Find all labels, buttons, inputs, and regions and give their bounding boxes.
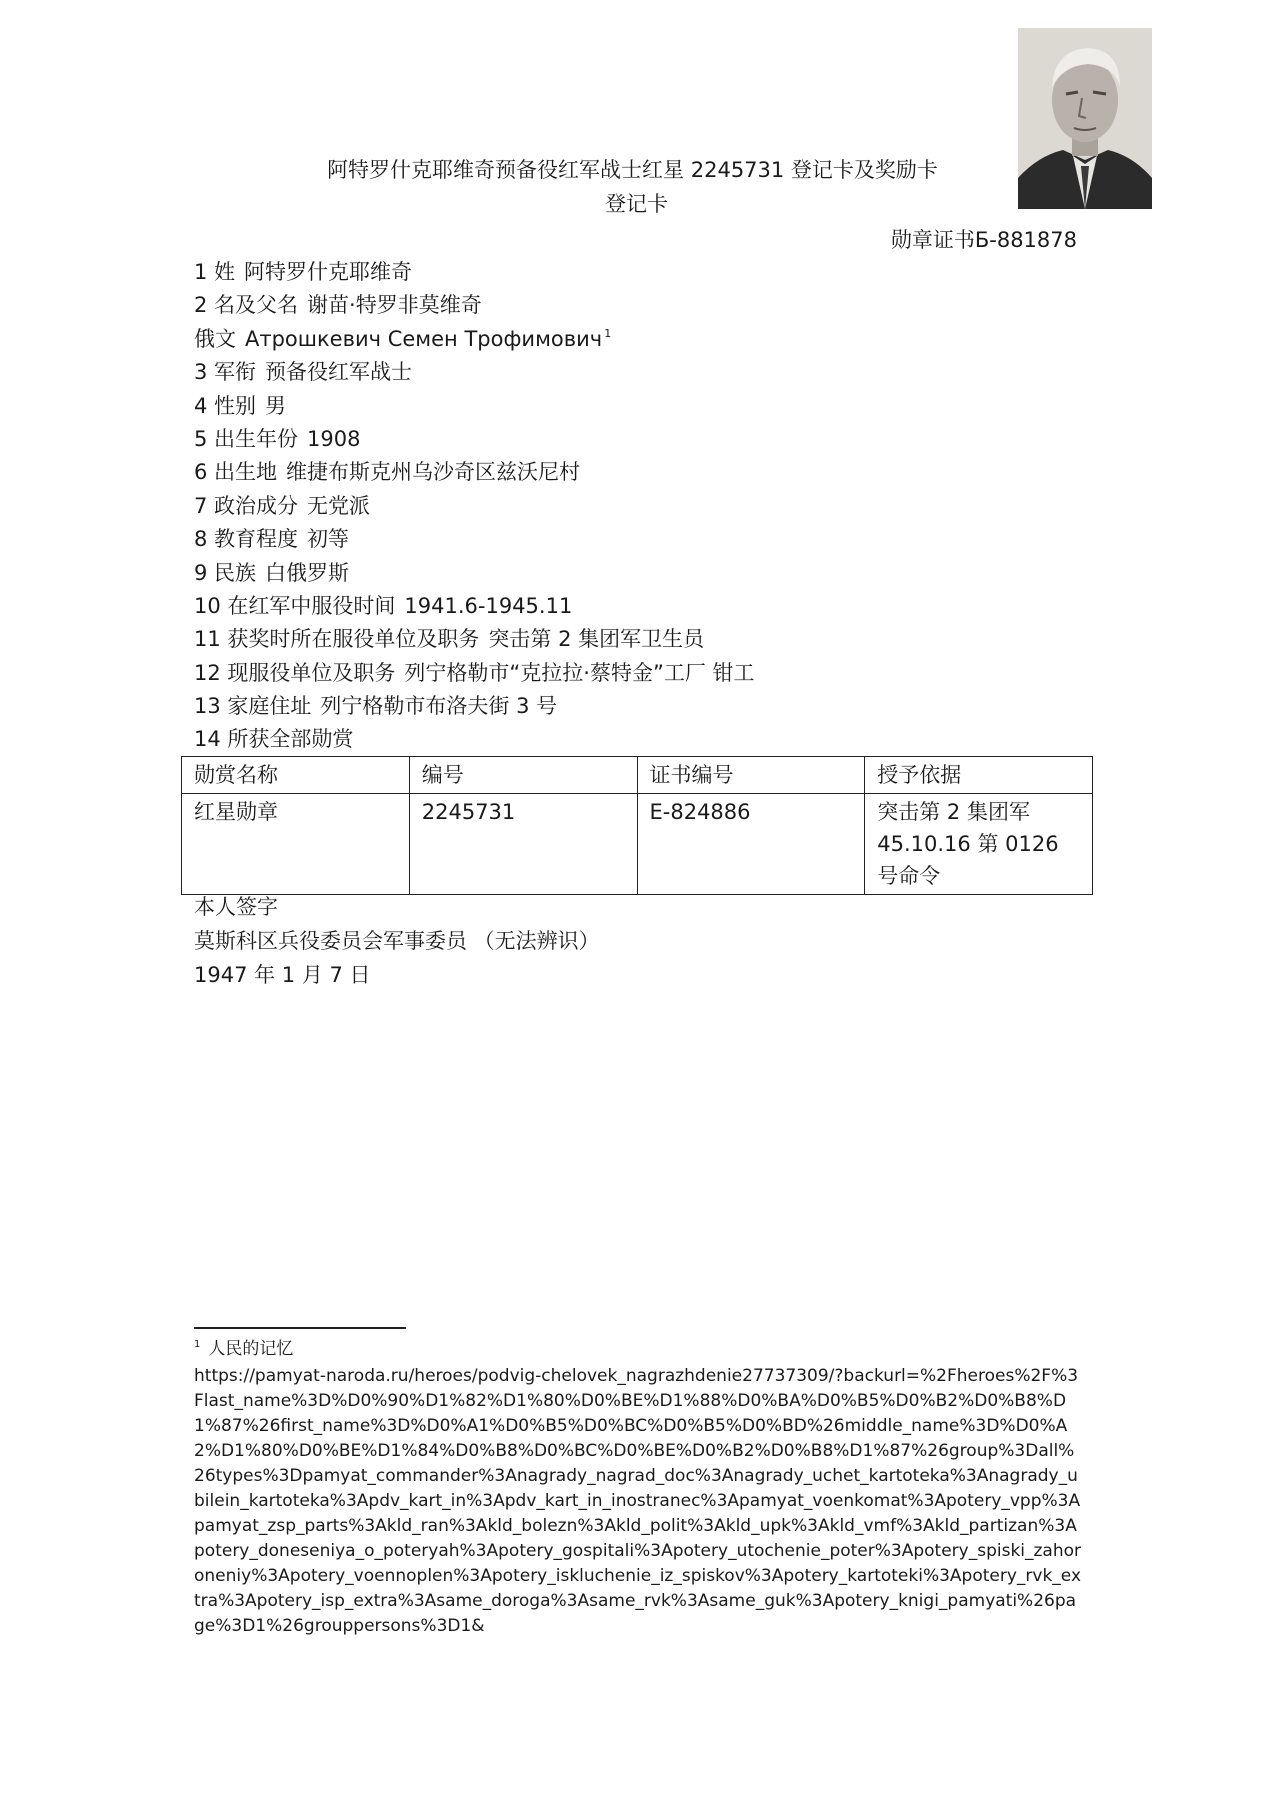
- field-current-unit: 12 现服役单位及职务 列宁格勒市“克拉拉·蔡特金”工厂 钳工: [194, 660, 755, 685]
- field-russian-name: 俄文 Атрошкевич Семен Трофимович $^1$: [194, 326, 612, 351]
- field-party: 7 政治成分 无党派: [194, 493, 371, 518]
- signature-line: 本人签字: [194, 895, 278, 919]
- document-title: 阿特罗什克耶维奇预备役红军战士红星 2245731 登记卡及奖励卡: [327, 158, 938, 182]
- cell-basis: 突击第 2 集团军 45.10.16 第 0126 号命令: [865, 794, 1093, 895]
- header-basis: 授予依据: [865, 757, 1093, 794]
- signature-block: [194, 890, 600, 992]
- registration-fields: [194, 256, 755, 757]
- table-row: [182, 794, 1093, 895]
- field-nationality: 9 民族 白俄罗斯: [194, 560, 350, 585]
- header-number: 编号: [409, 757, 637, 794]
- field-name-patronymic: 2 名及父名 谢苗·特罗非莫维奇: [194, 293, 482, 318]
- footnote-number: 1: [194, 1339, 201, 1350]
- awards-table: [181, 756, 1093, 895]
- footnote-title-line: [194, 1337, 1084, 1362]
- field-surname: 1 姓 阿特罗什克耶维奇: [194, 260, 413, 284]
- field-address: 13 家庭住址 列宁格勒市布洛夫街 3 号: [194, 694, 558, 719]
- commissar-line: 莫斯科区兵役委员会军事委员 （无法辨识）: [194, 929, 600, 953]
- footnote-title: 人民的记忆: [208, 1339, 294, 1359]
- table-header-row: [182, 757, 1093, 794]
- date-line: 1947 年 1 月 7 日: [194, 963, 371, 987]
- field-service-period: 10 在红军中服役时间 1941.6-1945.11: [194, 593, 573, 618]
- cell-number: 2245731: [409, 794, 637, 895]
- document-subtitle: 登记卡: [605, 192, 668, 216]
- footnote-marker[interactable]: 1: [604, 326, 612, 340]
- field-sex: 4 性别 男: [194, 393, 287, 418]
- field-birthplace: 6 出生地 维捷布斯克州乌沙奇区兹沃尼村: [194, 460, 581, 485]
- header-award-name: 勋赏名称: [182, 757, 410, 794]
- footnote-divider: [194, 1327, 406, 1329]
- field-awards: 14 所获全部勋赏: [194, 727, 354, 752]
- cell-award-name: 红星勋章: [182, 794, 410, 895]
- field-birth-year: 5 出生年份 1908: [194, 426, 361, 451]
- footnote-url[interactable]: https://pamyat-naroda.ru/heroes/podvig-chelovek_nagrazhdenie27737309/?backurl=%2Fheroes%2F%3Flast_name%3D%D0%90%D1%82%D1%80%D0%BE%D1%88%D0%BA%D0%B5%D0%B2%D0%B8%D1%87%26first_name%3D%D0%A1%D0%B5%D0%BC%D0%B5%D0%BD%26middle_name%3D%D0%A2%D1%80%D0%BE%D1%84%D0%B8%D0%BC%D0%BE%D0%B2%D0%B8%D1%87%26group%3Dall%26types%3Dpamyat_commander%3Anagrady_nagrad_doc%3Anagrady_uchet_kartoteka%3Anagrady_ubilein_kartoteka%3Apdv_kart_in%3Apdv_kart_in_inostranec%3Apamyat_voenkomat%3Apotery_vpp%3Apamyat_zsp_parts%3Akld_ran%3Akld_bolezn%3Akld_polit%3Akld_upk%3Akld_vmf%3Akld_partizan%3Apotery_doneseniya_o_poteryah%3Apotery_gospitali%3Apotery_utochenie_poter%3Apotery_spiski_zahoroneniy%3Apotery_voennoplen%3Apotery_iskluchenie_iz_spiskov%3Apotery_kartoteki%3Apotery_rvk_extra%3Apotery_isp_extra%3Asame_doroga%3Asame_rvk%3Asame_guk%3Apotery_knigi_pamyati%26page%3D1%26grouppersons%3D1&: [194, 1366, 1082, 1636]
- field-education: 8 教育程度 初等: [194, 527, 350, 552]
- cell-certificate-number: E-824886: [637, 794, 865, 895]
- certificate-number: 勋章证书Б-881878: [890, 228, 1077, 252]
- field-rank: 3 军衔 预备役红军战士: [194, 360, 413, 385]
- field-award-unit: 11 获奖时所在服役单位及职务 突击第 2 集团军卫生员: [194, 627, 705, 652]
- header-certificate-number: 证书编号: [637, 757, 865, 794]
- footnote: [194, 1337, 1084, 1639]
